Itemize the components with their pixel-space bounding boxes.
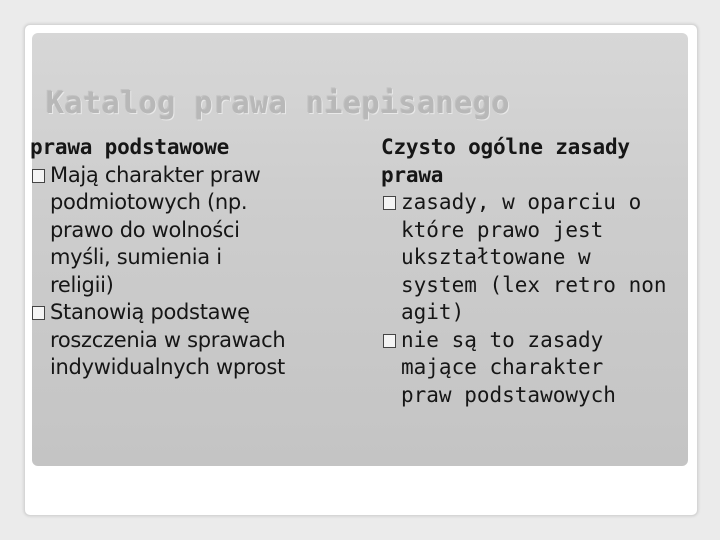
right-column-heading-line: prawa [381, 162, 444, 187]
left-column [30, 134, 360, 382]
list-item [30, 162, 360, 300]
list-item [381, 327, 701, 410]
square-box-icon [383, 334, 396, 348]
list-item-line: praw podstawowych [401, 382, 616, 407]
list-item-line: ukształtowane w [401, 245, 591, 269]
right-column-heading-line: Czysto ogólne zasady [381, 135, 630, 159]
list-item-line: które prawo jest [401, 217, 604, 242]
list-item-line: system (lex retro non [401, 272, 667, 297]
list-item [30, 299, 360, 382]
list-item-line: myśli, sumienia i [50, 245, 222, 269]
slide-title: Katalog prawa niepisanego [46, 86, 511, 121]
list-item-line: Stanowią podstawę [50, 300, 250, 324]
list-item-line: zasady, w oparciu o [401, 190, 642, 214]
square-box-icon [32, 169, 45, 183]
right-column-heading [381, 134, 701, 189]
list-item-line: religii) [50, 272, 114, 297]
list-item-line: Mają charakter praw [50, 162, 261, 187]
list-item-line: podmiotowych (np. [50, 190, 248, 214]
list-item-line: mające charakter [401, 355, 604, 379]
right-column [381, 134, 701, 409]
list-item [381, 189, 701, 327]
list-item-line: prawo do wolności [50, 217, 240, 242]
square-box-icon [32, 306, 45, 320]
list-item-line: indywidualnych wprost [50, 355, 285, 379]
list-item-line: nie są to zasady [401, 327, 604, 352]
square-box-icon [383, 196, 396, 210]
list-item-line: agit) [401, 300, 465, 324]
list-item-line: roszczenia w sprawach [50, 327, 286, 352]
left-column-heading: prawa podstawowe [30, 135, 230, 159]
